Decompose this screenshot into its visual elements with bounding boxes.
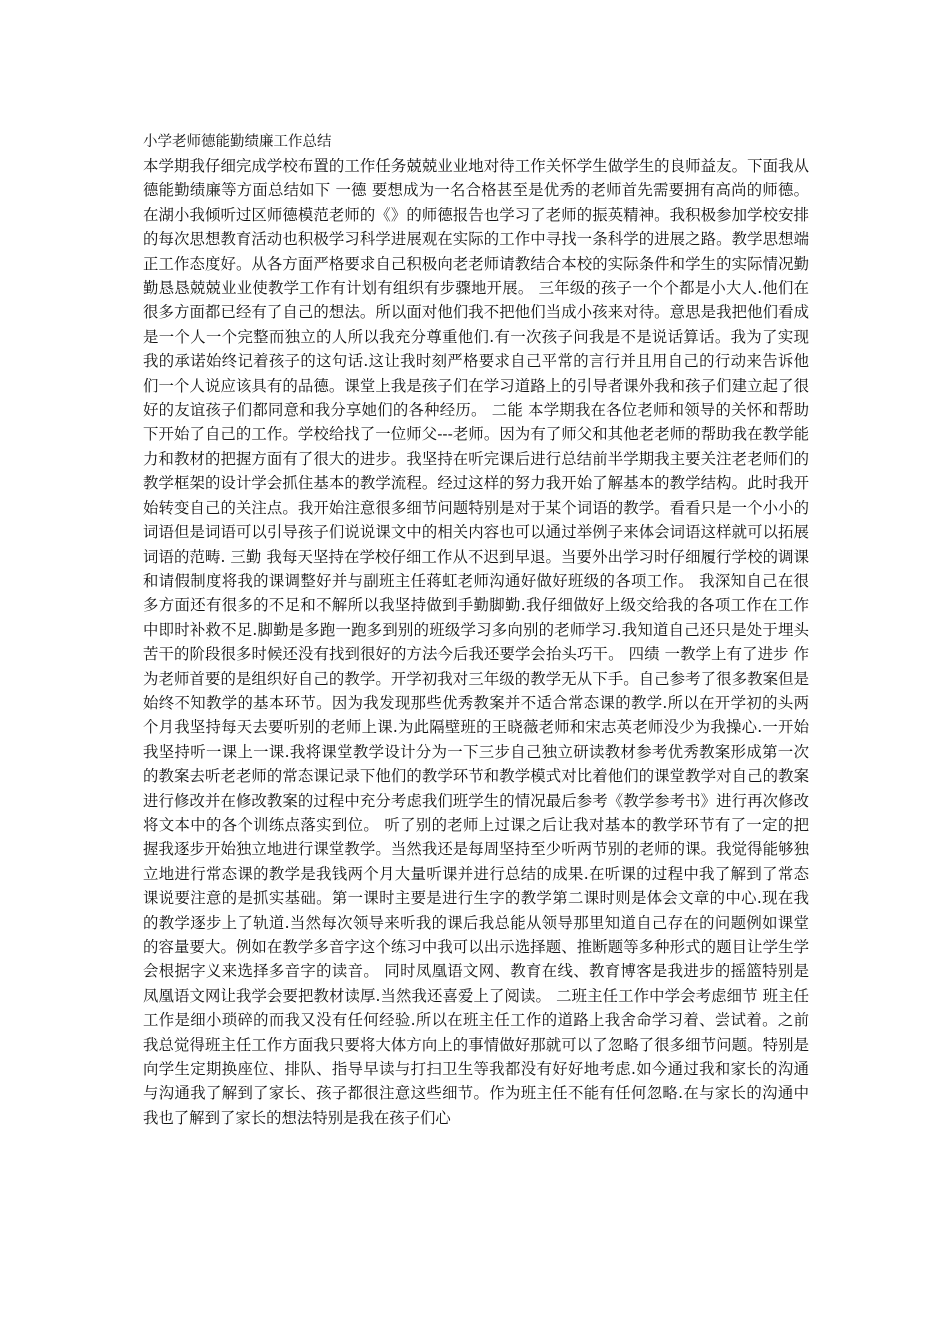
document-title: 小学老师德能勤绩廉工作总结 (143, 134, 332, 150)
document-content (143, 130, 809, 1130)
document-body-text: 本学期我仔细完成学校布置的工作任务兢兢业业地对待工作关怀学生做学生的良师益友。下面我从德能勤绩廉等方面总结如下 一德 要想成为一名合格甚至是优秀的老师首先需要拥有高尚的师德。在湖小我倾听过区师德模范老师的《》的师德报告也学习了老师的振英精神。我积极参加学校安排的每次思想教育活动也积极学习科学进展观在实际的工作中寻找一条科学的进展之路。教学思想端正工作态度好。从各方面严格要求自己积极向老老师请教结合本校的实际条件和学生的实际情况勤勤恳恳兢兢业业使教学工作有计划有组织有步骤地开展。 三年级的孩子一个个都是小大人.他们在很多方面都已经有了自己的想法。所以面对他们我不把他们当成小孩来对待。意思是我把他们看成是一个人一个完整而独立的人所以我充分尊重他们.有一次孩子问我是不是说话算话。我为了实现我的承诺始终记着孩子的这句话.这让我时刻严格要求自己平常的言行并且用自己的行动来告诉他们一个人说应该具有的品德。课堂上我是孩子们在学习道路上的引导者课外我和孩子们建立起了很好的友谊孩子们都同意和我分享她们的各种经历。 二能 本学期我在各位老师和领导的关怀和帮助下开始了自己的工作。学校给找了一位师父---老师。因为有了师父和其他老老师的帮助我在教学能力和教材的把握方面有了很大的进步。我坚持在听完课后进行总结前半学期我主要关注老老师们的教学框架的设计学会抓住基本的教学流程。经过这样的努力我开始了解基本的教学结构。此时我开始转变自己的关注点。我开始注意很多细节问题特别是对于某个词语的教学。看看只是一个小小的词语但是词语可以引导孩子们说说课文中的相关内容也可以通过举例子来体会词语这样就可以拓展词语的范畴. 三勤 我每天坚持在学校仔细工作从不迟到早退。当要外出学习时仔细履行学校的调课和请假制度将我的课调整好并与副班主任蒋虹老师沟通好做好班级的各项工作。 我深知自己在很多方面还有很多的不足和不解所以我坚持做到手勤脚勤.我仔细做好上级交给我的各项工作在工作中即时补救不足.脚勤是多跑一跑多到别的班级学习多向别的老师学习.我知道自己还只是处于埋头苦干的阶段很多时候还没有找到很好的方法今后我还要学会抬头巧干。 四绩 一教学上有了进步 作为老师首要的是组织好自己的教学。开学初我对三年级的教学无从下手。自己参考了很多教案但是始终不知教学的基本环节。因为我发现那些优秀教案并不适合常态课的教学.所以在开学初的头两个月我坚持每天去要听别的老师上课.为此隔壁班的王晓薇老师和宋志英老师没少为我操心.一开始我坚持听一课上一课.我将课堂教学设计分为一下三步自己独立研读教材参考优秀教案形成第一次的教案去听老老师的常态课记录下他们的教学环节和教学模式对比着他们的课堂教学对自己的教案进行修改并在修改教案的过程中充分考虑我们班学生的情况最后参考《教学参考书》进行再次修改将文本中的各个训练点落实到位。 听了别的老师上过课之后让我对基本的教学环节有了一定的把握我逐步开始独立地进行课堂教学。当然我还是每周坚持至少听两节别的老师的课。我觉得能够独立地进行常态课的教学是我钱两个月大量听课并进行总结的成果.在听课的过程中我了解到了常态课说要注意的是抓实基础。第一课时主要是进行生字的教学第二课时则是体会文章的中心.现在我的教学逐步上了轨道.当然每次领导来听我的课后我总能从领导那里知道自己存在的问题例如课堂的容量要大。例如在教学多音字这个练习中我可以出示选择题、推断题等多种形式的题目让学生学会根据字义来选择多音字的读音。 同时凤凰语文网、教育在线、教育博客是我进步的摇篮特别是凤凰语文网让我学会要把教材读厚.当然我还喜爱上了阅读。 二班主任工作中学会考虑细节 班主任工作是细小琐碎的而我又没有任何经验.所以在班主任工作的道路上我舍命学习着、尝试着。之前我总觉得班主任工作方面我只要将大体方向上的事情做好那就可以了忽略了很多细节问题。特别是向学生定期换座位、排队、指导早读与打扫卫生等我都没有好好地考虑.如今通过我和家长的沟通与沟通我了解到了家长、孩子都很注意这些细节。作为班主任不能有任何忽略.在与家长的沟通中我也了解到了家长的想法特别是我在孩子们心 (143, 157, 809, 1127)
